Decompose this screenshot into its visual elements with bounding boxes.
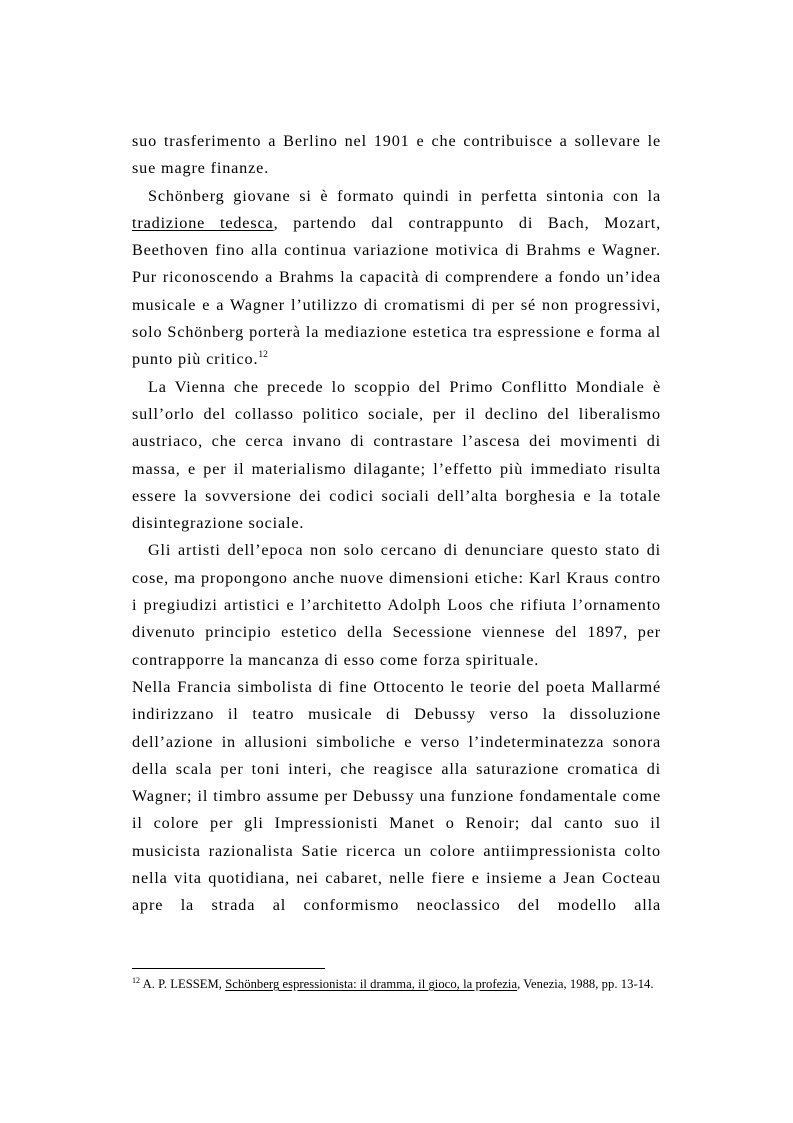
- paragraph-4-text: Gli artisti dell’epoca non solo cercano di denunciare questo stato di cose, ma propongono anche nuove dimensioni etiche: Karl Kraus contro i pregiudizi artistici e l’architetto Adolph Loos che rifiuta l’ornamento divenuto principio estetico della Secessione viennese del 1897, per contrapporre la mancanza di esso come forza spirituale.: [132, 541, 661, 669]
- paragraph-5: [132, 674, 661, 920]
- paragraph-4: [132, 537, 661, 673]
- footnote-number: 12: [132, 976, 141, 985]
- body-text: [132, 128, 661, 920]
- paragraph-2-text-start: Schönberg giovane si è formato quindi in perfetta sintonia con la: [148, 186, 661, 205]
- paragraph-3-text: La Vienna che precede lo scoppio del Primo Conflitto Mondiale è sull’orlo del collasso politico sociale, per il declino del liberalismo austriaco, che cerca invano di contrastare l’ascesa dei movimenti di massa, e per il materialismo dilagante; l’effetto più immediato risulta essere la sovversione dei codici sociali dell’alta borghesia e la totale disintegrazione sociale.: [132, 377, 661, 533]
- footnote-reference: 12: [258, 350, 268, 361]
- footnote-title: Schönberg espressionista: il dramma, il gioco, la profezia: [225, 977, 518, 991]
- paragraph-3: [132, 374, 661, 538]
- paragraph-2: [132, 183, 661, 374]
- footnote-publication: , Venezia, 1988, pp. 13-14.: [517, 977, 654, 991]
- paragraph-2-text-end: , partendo dal contrappunto di Bach, Mozart, Beethoven fino alla continua variazione motivica di Brahms e Wagner. Pur riconoscendo a Brahms la capacità di comprendere a fondo un’idea musicale e a Wagner l’utilizzo di cromatismi di per sé non progressivi, solo Schönberg porterà la mediazione estetica tra espressione e forma al punto più critico.: [132, 213, 661, 369]
- footnote: [132, 976, 661, 992]
- footnote-author: A. P. LESSEM,: [140, 977, 226, 991]
- paragraph-1-text: suo trasferimento a Berlino nel 1901 e che contribuisce a sollevare le sue magre finanze.: [132, 132, 661, 178]
- underlined-phrase: tradizione tedesca: [132, 213, 274, 232]
- footnote-separator: [132, 968, 325, 969]
- paragraph-1: [132, 128, 661, 183]
- paragraph-5-text: Nella Francia simbolista di fine Ottocento le teorie del poeta Mallarmé indirizzano il teatro musicale di Debussy verso la dissoluzione dell’azione in allusioni simboliche e verso l’indeterminatezza sonora della scala per toni interi, che reagisce alla saturazione cromatica di Wagner; il timbro assume per Debussy una funzione fondamentale come il colore per gli Impressionisti Manet o Renoir; dal canto suo il musicista razionalista Satie ricerca un colore antiimpressionista colto nella vita quotidiana, nei cabaret, nelle fiere e insieme a Jean Cocteau apre la strada al conformismo neoclassico del modello alla: [132, 677, 661, 915]
